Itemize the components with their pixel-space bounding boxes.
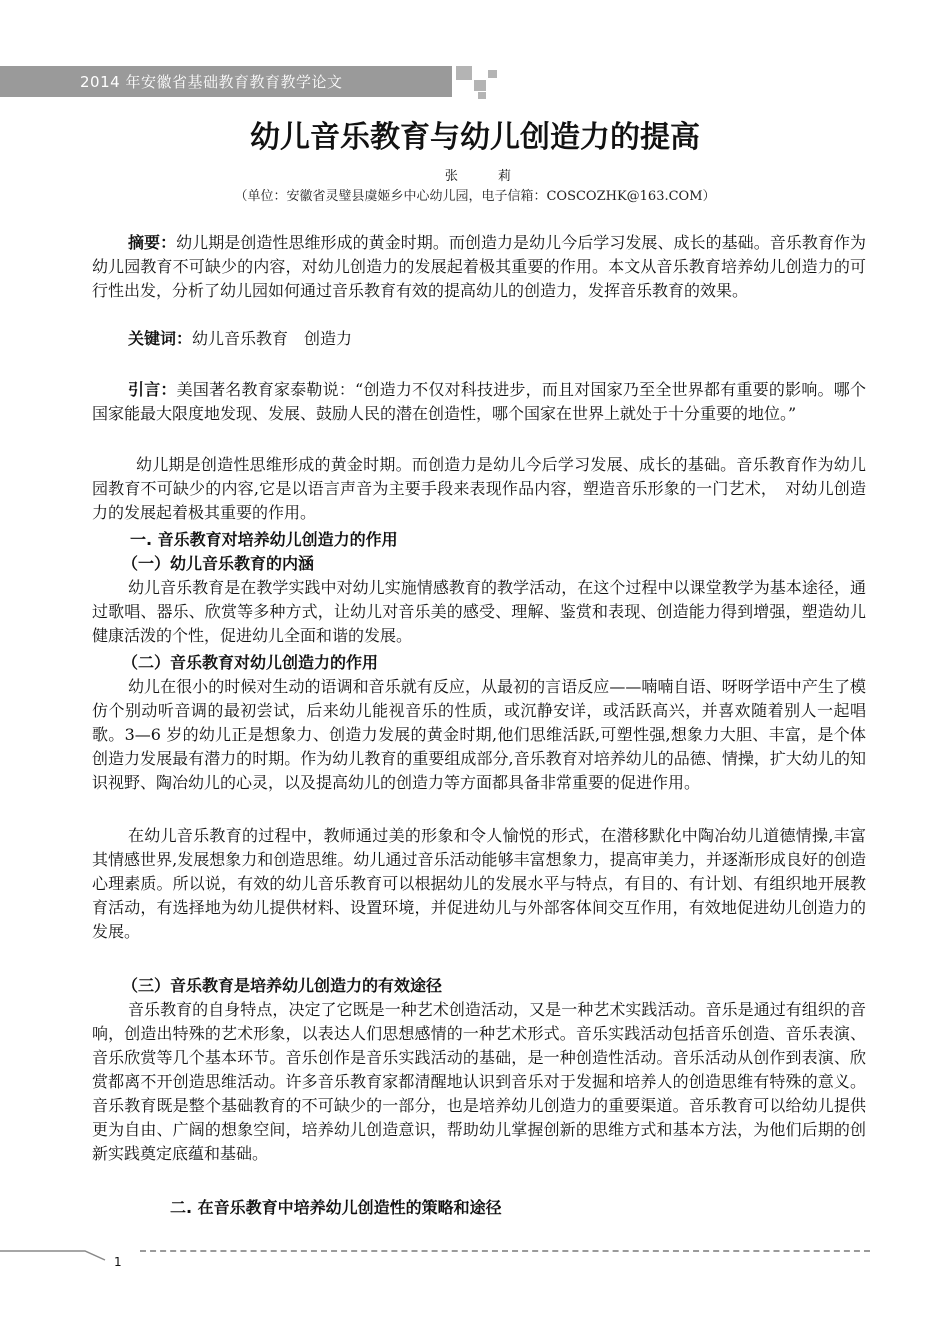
introduction bbox=[92, 378, 866, 426]
abstract-text: 幼儿期是创造性思维形成的黄金时期。而创造力是幼儿今后学习发展、成长的基础。音乐教育作为幼儿园教育不可缺少的内容，对幼儿创造力的发展起着极其重要的作用。本文从音乐教育培养幼儿创造力的可行性出发，分析了幼儿园如何通过音乐教育有效的提高幼儿的创造力，发挥音乐教育的效果。 bbox=[92, 233, 866, 300]
subsection-heading-2: （二）音乐教育对幼儿创造力的作用 bbox=[122, 653, 379, 672]
paragraph-3: 幼儿在很小的时候对生动的语调和音乐就有反应，从最初的言语反应——喃喃自语、呀呀学语中产生了模仿个别动听音调的最初尝试，后来幼儿能视音乐的性质，或沉静安详，或活跃高兴，并喜欢随着别人一起唱歌。3—6 岁的幼儿正是想象力、创造力发展的黄金时期,他们思维活跃,可塑性强,想象力大胆、丰富，是个体创造力发展最有潜力的时期。作为幼儿教育的重要组成部分,音乐教育对培养幼儿的品德、情操，扩大幼儿的知识视野、陶冶幼儿的心灵，以及提高幼儿的创造力等方面都具备非常重要的促进作用。 bbox=[92, 677, 866, 792]
subsection-heading-1: （一）幼儿音乐教育的内涵 bbox=[122, 554, 315, 573]
author: 张 莉 bbox=[444, 169, 530, 184]
journal-header: 2014 年安徽省基础教育教育教学论文 bbox=[80, 73, 343, 91]
paragraph-4: 在幼儿音乐教育的过程中，教师通过美的形象和令人愉悦的形式，在潜移默化中陶冶幼儿道德情操,丰富其情感世界,发展想象力和创造思维。幼儿通过音乐活动能够丰富想象力，提高审美力，并逐渐形成良好的创造心理素质。所以说，有效的幼儿音乐教育可以根据幼儿的发展水平与特点，有目的、有计划、有组织地开展教育活动，有选择地为幼儿提供材料、设置环境，并促进幼儿与外部客体间交互作用，有效地促进幼儿创造力的发展。 bbox=[92, 826, 866, 941]
keywords bbox=[92, 327, 866, 351]
paragraph-1: 幼儿期是创造性思维形成的黄金时期。而创造力是幼儿今后学习发展、成长的基础。音乐教育作为幼儿园教育不可缺少的内容,它是以语言声音为主要手段来表现作品内容，塑造音乐形象的一门艺术， 对幼儿创造力的发展起着极其重要的作用。 bbox=[92, 455, 866, 522]
section-heading-1: 一. 音乐教育对培养幼儿创造力的作用 bbox=[130, 530, 398, 549]
keywords-text: 幼儿音乐教育 创造力 bbox=[192, 329, 353, 348]
abstract-label: 摘要： bbox=[128, 233, 177, 252]
intro-label: 引言： bbox=[128, 380, 177, 399]
footer-dashed-rule bbox=[140, 1250, 870, 1252]
paragraph-5: 音乐教育的自身特点，决定了它既是一种艺术创造活动，又是一种艺术实践活动。音乐是通过有组织的音响，创造出特殊的艺术形象，以表达人们思想感情的一种艺术形式。音乐实践活动包括音乐创造、音乐表演、音乐欣赏等几个基本环节。音乐创作是音乐实践活动的基础，是一种创造性活动。音乐活动从创作到表演、欣赏都离不开创造思维活动。许多音乐教育家都清醒地认识到音乐对于发掘和培养人的创造思维有特殊的意义。音乐教育既是整个基础教育的不可缺少的一部分，也是培养幼儿创造力的重要渠道。音乐教育可以给幼儿提供更为自由、广阔的想象空间，培养幼儿创造意识，帮助幼儿掌握创新的思维方式和基本方法，为他们后期的创新实践奠定底蕴和基础。 bbox=[92, 1000, 866, 1163]
paragraph-2: 幼儿音乐教育是在教学实践中对幼儿实施情感教育的教学活动，在这个过程中以课堂教学为基本途径，通过歌唱、器乐、欣赏等多种方式，让幼儿对音乐美的感受、理解、鉴赏和表现、创造能力得到增强，塑造幼儿健康活泼的个性，促进幼儿全面和谐的发展。 bbox=[92, 578, 866, 645]
section-heading-2: 二. 在音乐教育中培养幼儿创造性的策略和途径 bbox=[170, 1198, 502, 1217]
page-number: 1 bbox=[114, 1255, 122, 1269]
subsection-heading-3: （三）音乐教育是培养幼儿创造力的有效途径 bbox=[122, 976, 443, 995]
abstract bbox=[92, 231, 866, 303]
page-title: 幼儿音乐教育与幼儿创造力的提高 bbox=[250, 120, 700, 155]
intro-text: 美国著名教育家泰勒说：“创造力不仅对科技进步，而且对国家乃至全世界都有重要的影响。哪个国家能最大限度地发现、发展、鼓励人民的潜在创造性，哪个国家在世界上就处于十分重要的地位。” bbox=[92, 380, 866, 423]
keywords-label: 关键词： bbox=[128, 329, 193, 348]
affiliation: （单位：安徽省灵璧县虞姬乡中心幼儿园，电子信箱：COSCOZHK@163.COM） bbox=[234, 189, 716, 204]
